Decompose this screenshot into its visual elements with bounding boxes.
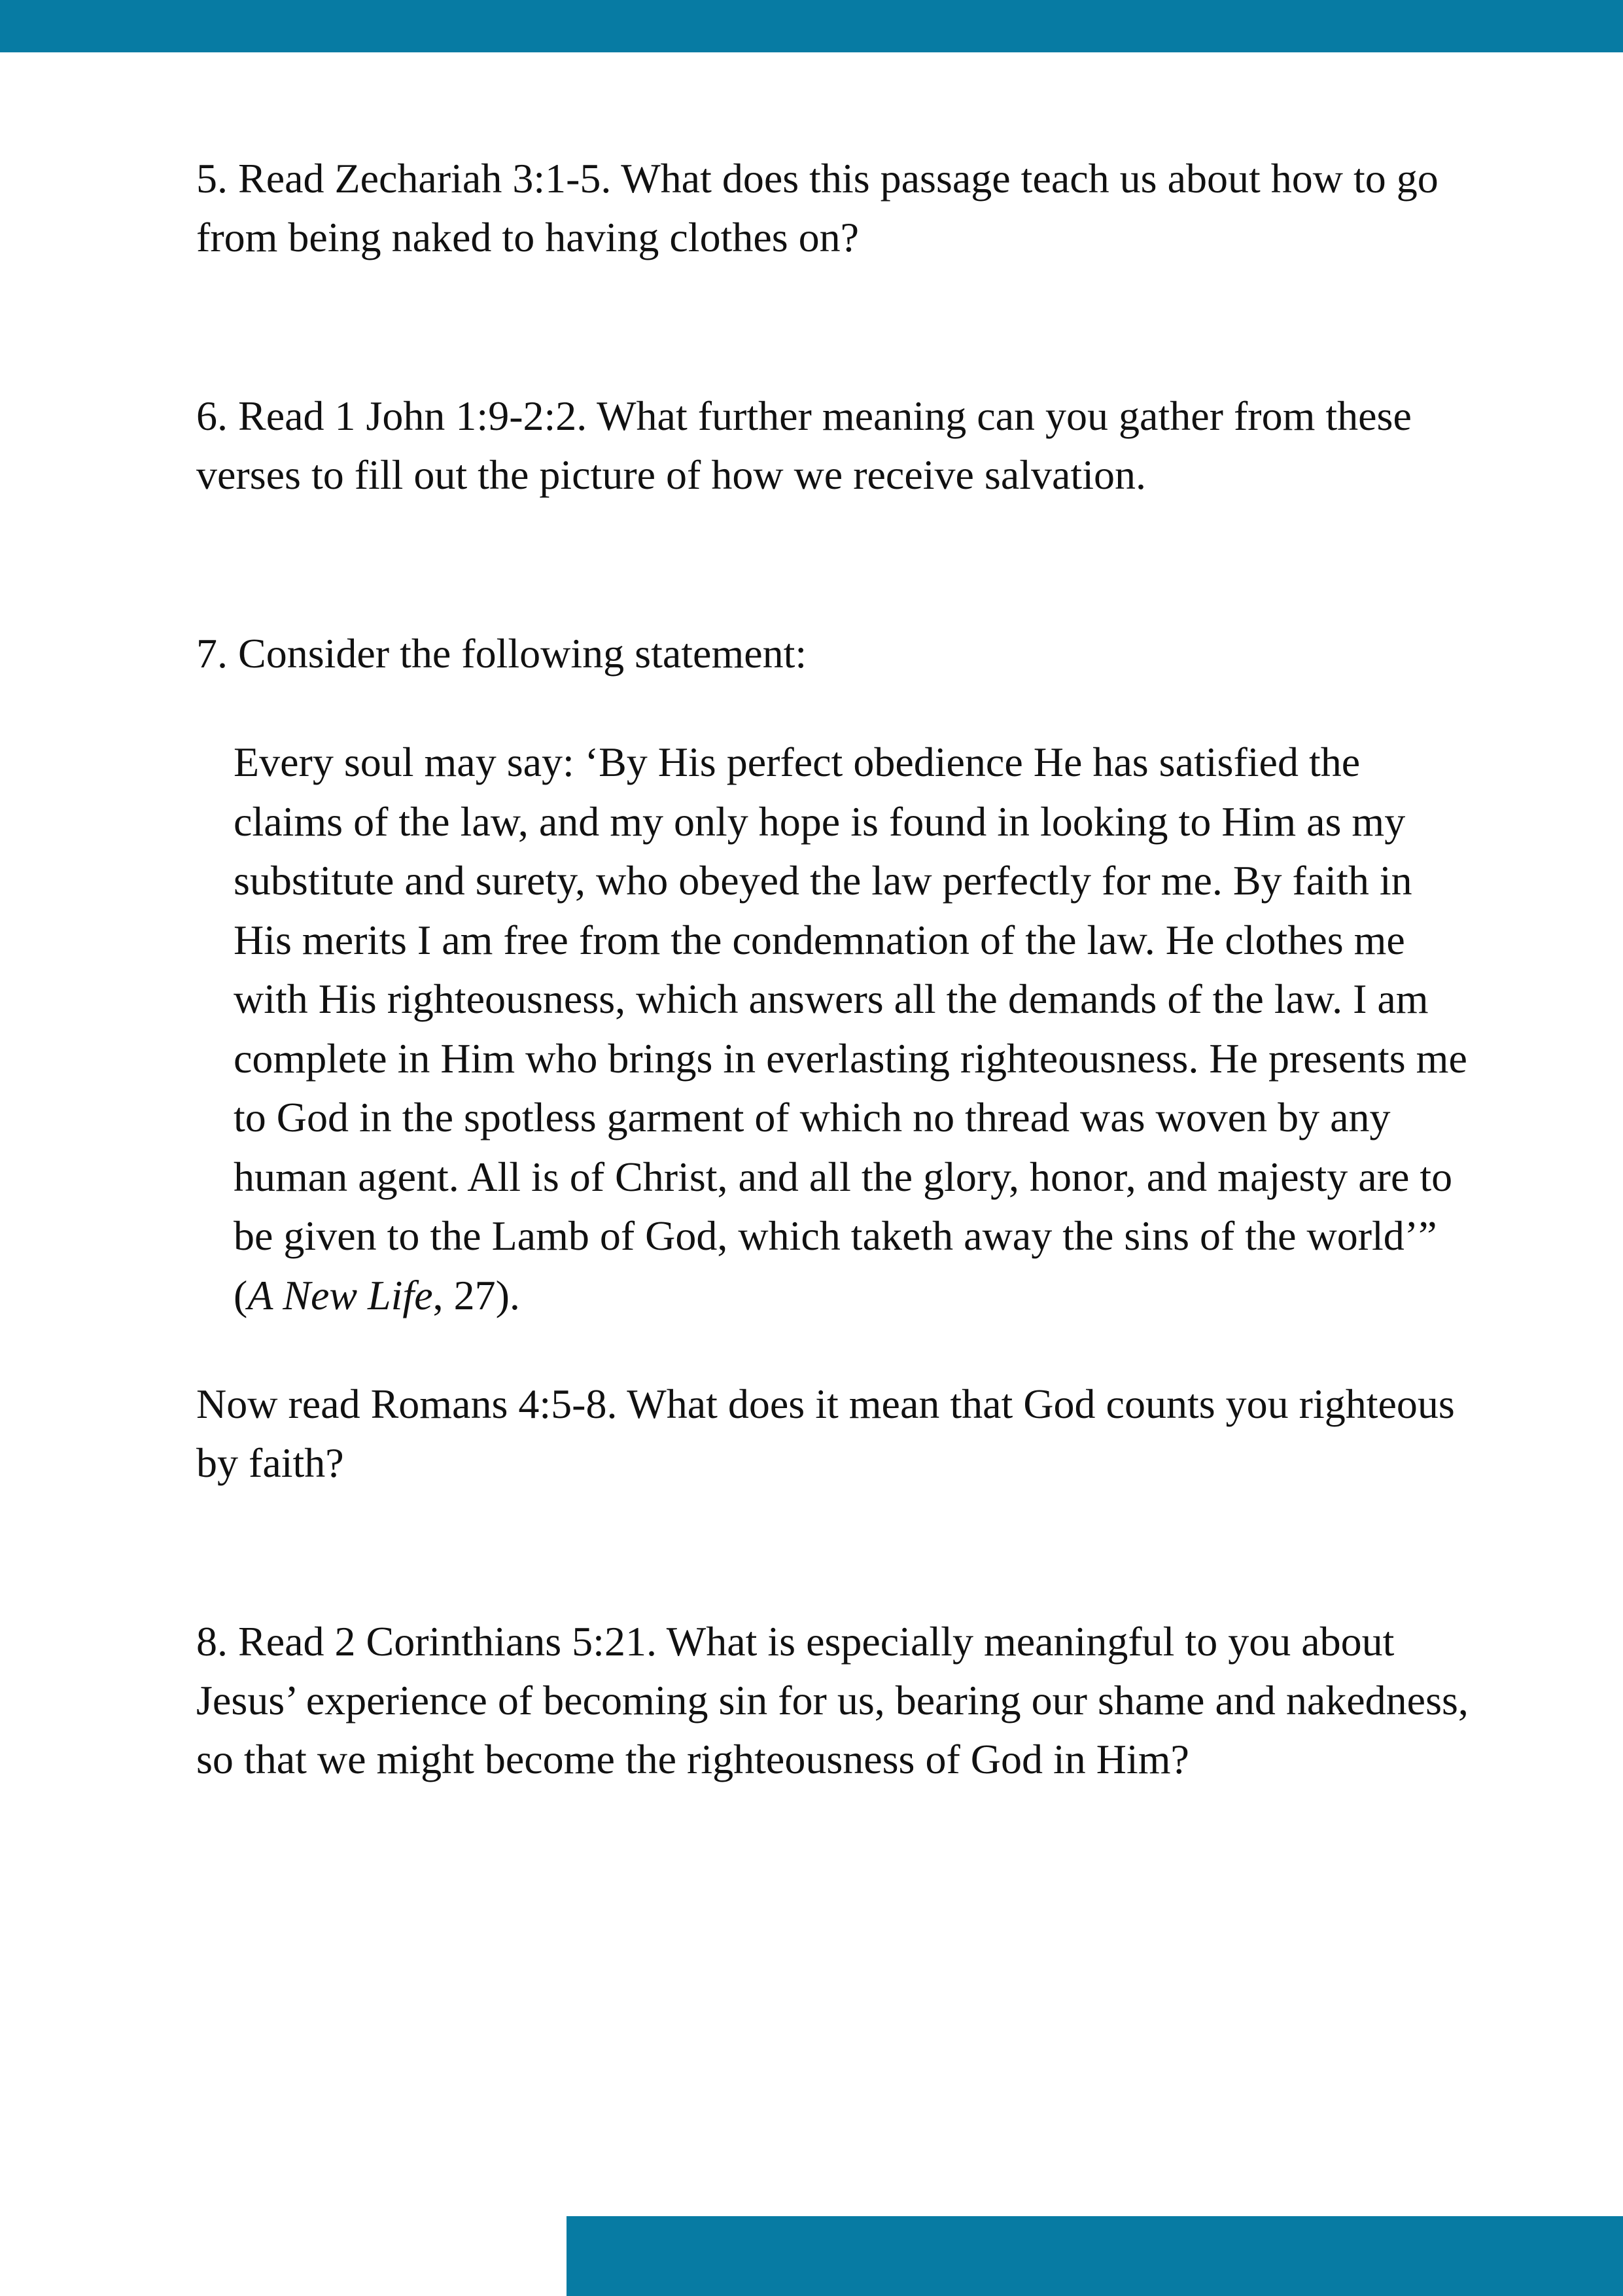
question-7-intro: 7. Consider the following statement: <box>196 630 807 677</box>
quote-source-title: A New Life <box>247 1271 433 1318</box>
page-content <box>196 149 1472 1789</box>
quote-source-page: , 27). <box>432 1271 520 1318</box>
top-accent-bar <box>0 0 1623 52</box>
quote-text: Every soul may say: ‘By His perfect obedience He has satisfied the claims of the law, and my only hope is found in looking to Him as my substitute and surety, who obeyed the law perfectly for me. By faith in His merits I am free from the condemnation of the law. He clothes me with His righteousness, which answers all the demands of the law. I am complete in Him who brings in everlasting righteousness. He presents me to God in the spotless garment of which no thread was woven by any human agent. All is of Christ, and all the glory, honor, and majesty are to be given to the Lamb of God, which taketh away the sins of the world’” ( <box>234 739 1467 1318</box>
bottom-accent-bar <box>567 2216 1623 2296</box>
question-6: 6. Read 1 John 1:9-2:2. What further meaning can you gather from these verses to fill out the picture of how we receive salvation. <box>196 393 1412 498</box>
question-7-followup: Now read Romans 4:5-8. What does it mean that God counts you righteous by faith? <box>196 1381 1455 1486</box>
question-8: 8. Read 2 Corinthians 5:21. What is especially meaningful to you about Jesus’ experience of becoming sin for us, bearing our shame and nakedness, so that we might become the righteousness of God in Him? <box>196 1618 1469 1782</box>
question-7-quote <box>234 733 1472 1325</box>
question-5: 5. Read Zechariah 3:1-5. What does this passage teach us about how to go from being naked to having clothes on? <box>196 155 1439 260</box>
